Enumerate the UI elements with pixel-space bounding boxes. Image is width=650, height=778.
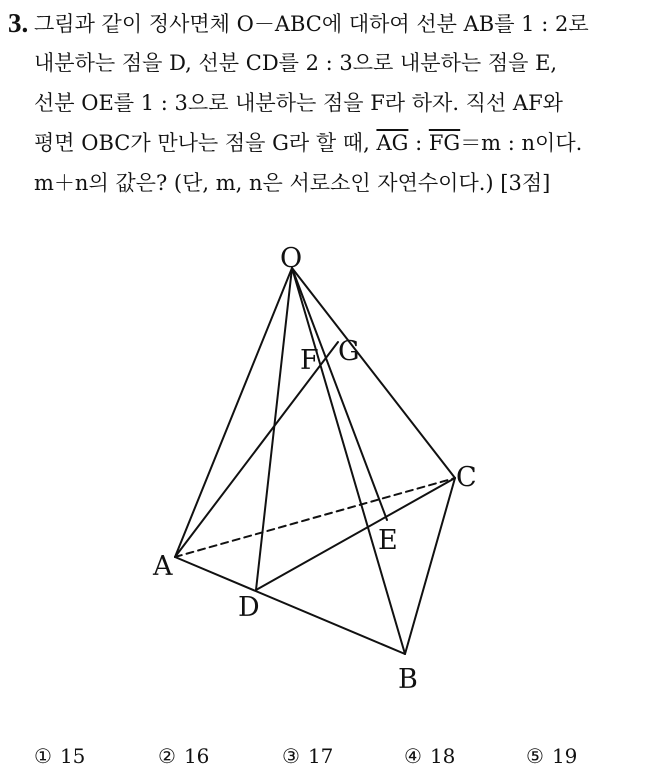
edge-ob: [292, 268, 405, 654]
label-e: E: [378, 525, 398, 556]
segment-dc: [256, 478, 455, 590]
choice-5[interactable]: [526, 742, 577, 770]
problem-line-2: 내분하는 점을 D, 선분 CD를 2 : 3으로 내분하는 점을 E,: [34, 51, 558, 75]
ratio-separator: :: [408, 131, 429, 155]
choice-3[interactable]: [282, 742, 333, 770]
choice-5-mark: ⑤: [526, 744, 544, 768]
label-o: O: [280, 243, 303, 274]
choice-1-value: 15: [59, 744, 86, 768]
label-d: D: [238, 592, 260, 623]
choice-3-value: 17: [307, 744, 334, 768]
problem-line-3: 선분 OE를 1 : 3으로 내분하는 점을 F라 하자. 직선 AF와: [34, 91, 563, 115]
problem-line-5: m＋n의 값은? (단, m, n은 서로소인 자연수이다.) [3점]: [34, 171, 551, 195]
edge-bc: [405, 478, 455, 654]
problem-line-1: 그림과 같이 정사면체 O－ABC에 대하여 선분 AB를 1 : 2로: [34, 12, 589, 36]
segment-oe: [292, 268, 387, 520]
choice-5-value: 19: [551, 744, 578, 768]
choice-2-value: 16: [183, 744, 210, 768]
choice-4[interactable]: [404, 742, 455, 770]
choice-4-value: 18: [429, 744, 456, 768]
problem-line-4-prefix: 평면 OBC가 만나는 점을 G라 할 때,: [34, 131, 377, 155]
choice-2-mark: ②: [158, 744, 176, 768]
segment-ag: $\overline{AG}$: [376, 131, 409, 155]
label-g: G: [338, 336, 360, 367]
choice-1-mark: ①: [34, 744, 52, 768]
label-a: A: [153, 551, 173, 582]
segment-od: [256, 268, 292, 590]
answer-choices: [0, 742, 650, 772]
question-number: 3.: [8, 8, 29, 38]
choice-4-mark: ④: [404, 744, 422, 768]
segment-fg: $\overline{FG}$: [428, 131, 461, 155]
edge-ac-hidden: [175, 478, 455, 557]
edge-oa: [175, 268, 292, 557]
label-c: C: [456, 462, 477, 493]
choice-3-mark: ③: [282, 744, 300, 768]
label-f: F: [300, 345, 319, 376]
choice-1[interactable]: [34, 742, 85, 770]
label-b: B: [398, 664, 418, 695]
problem-line-4-suffix: ＝m : n이다.: [460, 131, 583, 155]
choice-2[interactable]: [158, 742, 209, 770]
